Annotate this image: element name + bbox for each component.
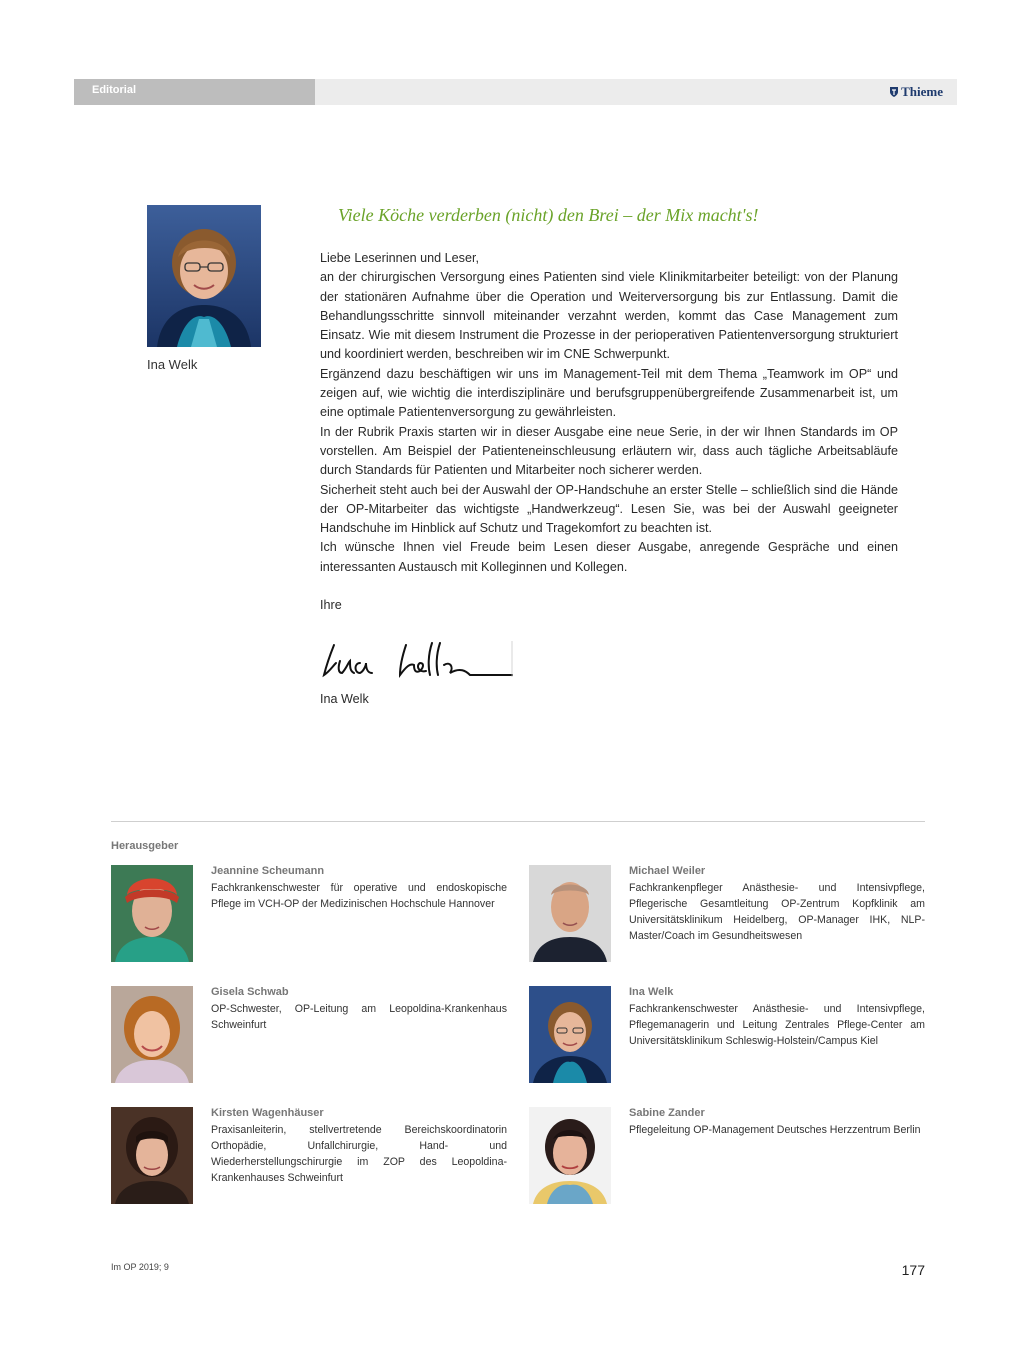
publisher-card xyxy=(529,1107,929,1205)
section-divider xyxy=(111,821,925,822)
publisher-card xyxy=(111,1107,511,1205)
salutation: Liebe Leserinnen und Leser, xyxy=(320,251,479,265)
journal-citation: Im OP 2019; 9 xyxy=(111,1262,169,1272)
brand-name: Thieme xyxy=(901,84,943,99)
body-paragraph: Ergänzend dazu beschäftigen wir uns im Management-Teil mit dem Thema „Teamwork im OP“ und zeigen auf, wie wichtig die interdisziplinäre und berufsgruppenübergreifende Zusammenarbeit ist, um eine optimale Patientenversorgung zu gewährleisten. xyxy=(320,366,898,420)
editorial-title: Viele Köche verderben (nicht) den Brei – der Mix macht's! xyxy=(338,205,759,225)
author-photo xyxy=(147,205,261,347)
publisher-name: Gisela Schwab xyxy=(211,986,289,998)
author-photo-caption: Ina Welk xyxy=(147,357,198,372)
handwritten-signature xyxy=(320,637,520,683)
body-paragraph: Sicherheit steht auch bei der Auswahl der OP-Handschuhe an erster Stelle – schließlich sind die Hände der OP-Mitarbeiter das wichtigste „Handwerkzeug“. Lesen Sie, was bei der Auswahl geeigneter Handschuhe im Hinblick auf Schutz und Tragekomfort zu beachten ist. xyxy=(320,482,898,536)
body-paragraph: In der Rubrik Praxis starten wir in dieser Ausgabe eine neue Serie, in der wir Ihnen Standards im OP vorstellen. Am Beispiel der Patienteneinschleusung erläutern wir, dass auch tägliche Arbeitsabläufe durch Standards für Patienten und Mitarbeiter noch sicherer werden. xyxy=(320,424,898,478)
section-header-bar xyxy=(74,79,957,105)
editorial-body xyxy=(320,249,898,616)
publisher-photo xyxy=(111,865,193,962)
publisher-card xyxy=(111,986,511,1084)
body-paragraph: an der chirurgischen Versorgung eines Patienten sind viele Klinikmitarbeiter beteiligt: von der Planung der stationären Aufnahme über die Operation und Weiterversorgung bis zur Entlassung. Damit die Behandlungsschritte sinnvoll miteinander verzahnt werden, kommt das Case Management zum Einsatz. Wie mit diesem Instrument die Prozesse in der perioperativen Patientenversorgung strukturiert und koordiniert werden, beschreiben wir im CNE Schwerpunkt. xyxy=(320,270,898,362)
publisher-description: Pflegeleitung OP-Management Deutsches Herzzentrum Berlin xyxy=(629,1124,921,1136)
publisher-photo xyxy=(529,1107,611,1204)
publisher-description: OP-Schwester, OP-Leitung am Leopoldina-Krankenhaus Schweinfurt xyxy=(211,1003,507,1031)
thieme-logo-icon xyxy=(889,86,899,98)
publisher-description: Fachkrankenschwester für operative und endoskopische Pflege im VCH-OP der Medizinischen Hochschule Hannover xyxy=(211,882,507,910)
publisher-name: Kirsten Wagenhäuser xyxy=(211,1107,324,1119)
publisher-card xyxy=(529,986,929,1084)
publisher-photo xyxy=(529,986,611,1083)
publisher-photo xyxy=(111,986,193,1083)
section-label: Editorial xyxy=(92,84,137,96)
section-tab xyxy=(74,79,315,105)
publisher-photo xyxy=(529,865,611,962)
publishers-heading: Herausgeber xyxy=(111,840,179,852)
publisher-name: Jeannine Scheumann xyxy=(211,865,325,877)
publisher-photo xyxy=(111,1107,193,1204)
closing: Ihre xyxy=(320,598,342,613)
publisher-card xyxy=(529,865,929,963)
body-paragraph: Ich wünsche Ihnen viel Freude beim Lesen dieser Ausgabe, anregende Gespräche und einen interessanten Austausch mit Kolleginnen und Kollegen. xyxy=(320,540,898,574)
publisher-card xyxy=(111,865,511,963)
publisher-description: Fachkrankenpfleger Anästhesie- und Intensivpflege, Pflegerische Gesamtleitung OP-Zentrum Kopfklinik am Universitätsklinikum Heidelberg, OP-Manager IHK, NLP-Master/Coach im Gesundheitswesen xyxy=(629,882,925,942)
publisher-description: Fachkrankenschwester Anästhesie- und Intensivpflege, Pflegemanagerin und Leitung Zentrales Pflege-Center am Universitätsklinikum Schleswig-Holstein/Campus Kiel xyxy=(629,1003,925,1047)
publisher-name: Ina Welk xyxy=(629,986,674,998)
signed-name: Ina Welk xyxy=(320,692,369,706)
page-number: 177 xyxy=(901,1262,925,1278)
publisher-name: Michael Weiler xyxy=(629,865,706,877)
publisher-name: Sabine Zander xyxy=(629,1107,705,1119)
publisher-description: Praxisanleiterin, stellvertretende Bereichskoordinatorin Orthopädie, Unfallchirurgie, Hand- und Wiederherstellungschirurgie im ZOP des Leopoldina-Krankenhauses Schweinfurt xyxy=(211,1124,507,1184)
publisher-brand xyxy=(889,84,943,100)
